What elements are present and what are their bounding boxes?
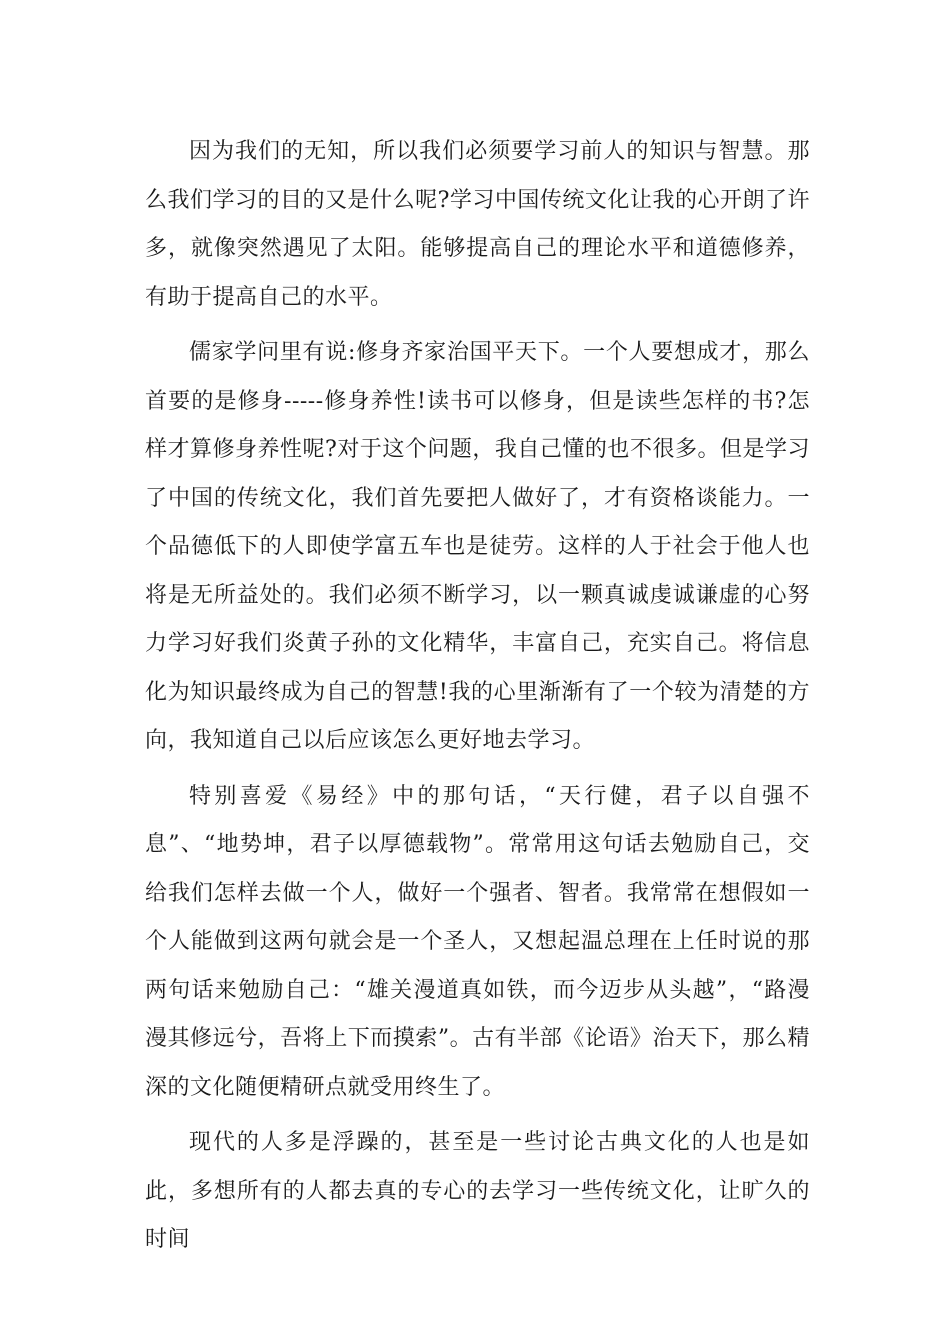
paragraph-3: 特别喜爱《易经》中的那句话，“天行健，君子以自强不息”、“地势坤，君子以厚德载物”。常常用这句话去勉励自己，交给我们怎样去做一个人，做好一个强者、智者。我常常在想假如一个人能做到这两句就会是一个圣人，又想起温总理在上任时说的那两句话来勉励自己：“雄关漫道真如铁，而今迈步从头越”，“路漫漫其修远兮，吾将上下而摸索”。古有半部《论语》治天下，那么精深的文化随便精研点就受用终生了。 xyxy=(145,783,810,1100)
paragraph-2: 儒家学问里有说:修身齐家治国平天下。一个人要想成才，那么首要的是修身-----修身养性!读书可以修身，但是读些怎样的书?怎样才算修身养性呢?对于这个问题，我自己懂的也不很多。但是学习了中国的传统文化，我们首先要把人做好了，才有资格谈能力。一个品德低下的人即使学富五车也是徒劳。这样的人于社会于他人也将是无所益处的。我们必须不断学习，以一颗真诚虔诚谦虚的心努力学习好我们炎黄子孙的文化精华，丰富自己，充实自己。将信息化为知识最终成为自己的智慧!我的心里渐渐有了一个较为清楚的方向，我知道自己以后应该怎么更好地去学习。 xyxy=(145,340,810,753)
paragraph-1: 因为我们的无知，所以我们必须要学习前人的知识与智慧。那么我们学习的目的又是什么呢?学习中国传统文化让我的心开朗了许多，就像突然遇见了太阳。能够提高自己的理论水平和道德修养，有助于提高自己的水平。 xyxy=(145,139,810,310)
paragraph-4: 现代的人多是浮躁的，甚至是一些讨论古典文化的人也是如此，多想所有的人都去真的专心的去学习一些传统文化，让旷久的时间 xyxy=(145,1130,810,1252)
document-body xyxy=(145,128,810,1272)
